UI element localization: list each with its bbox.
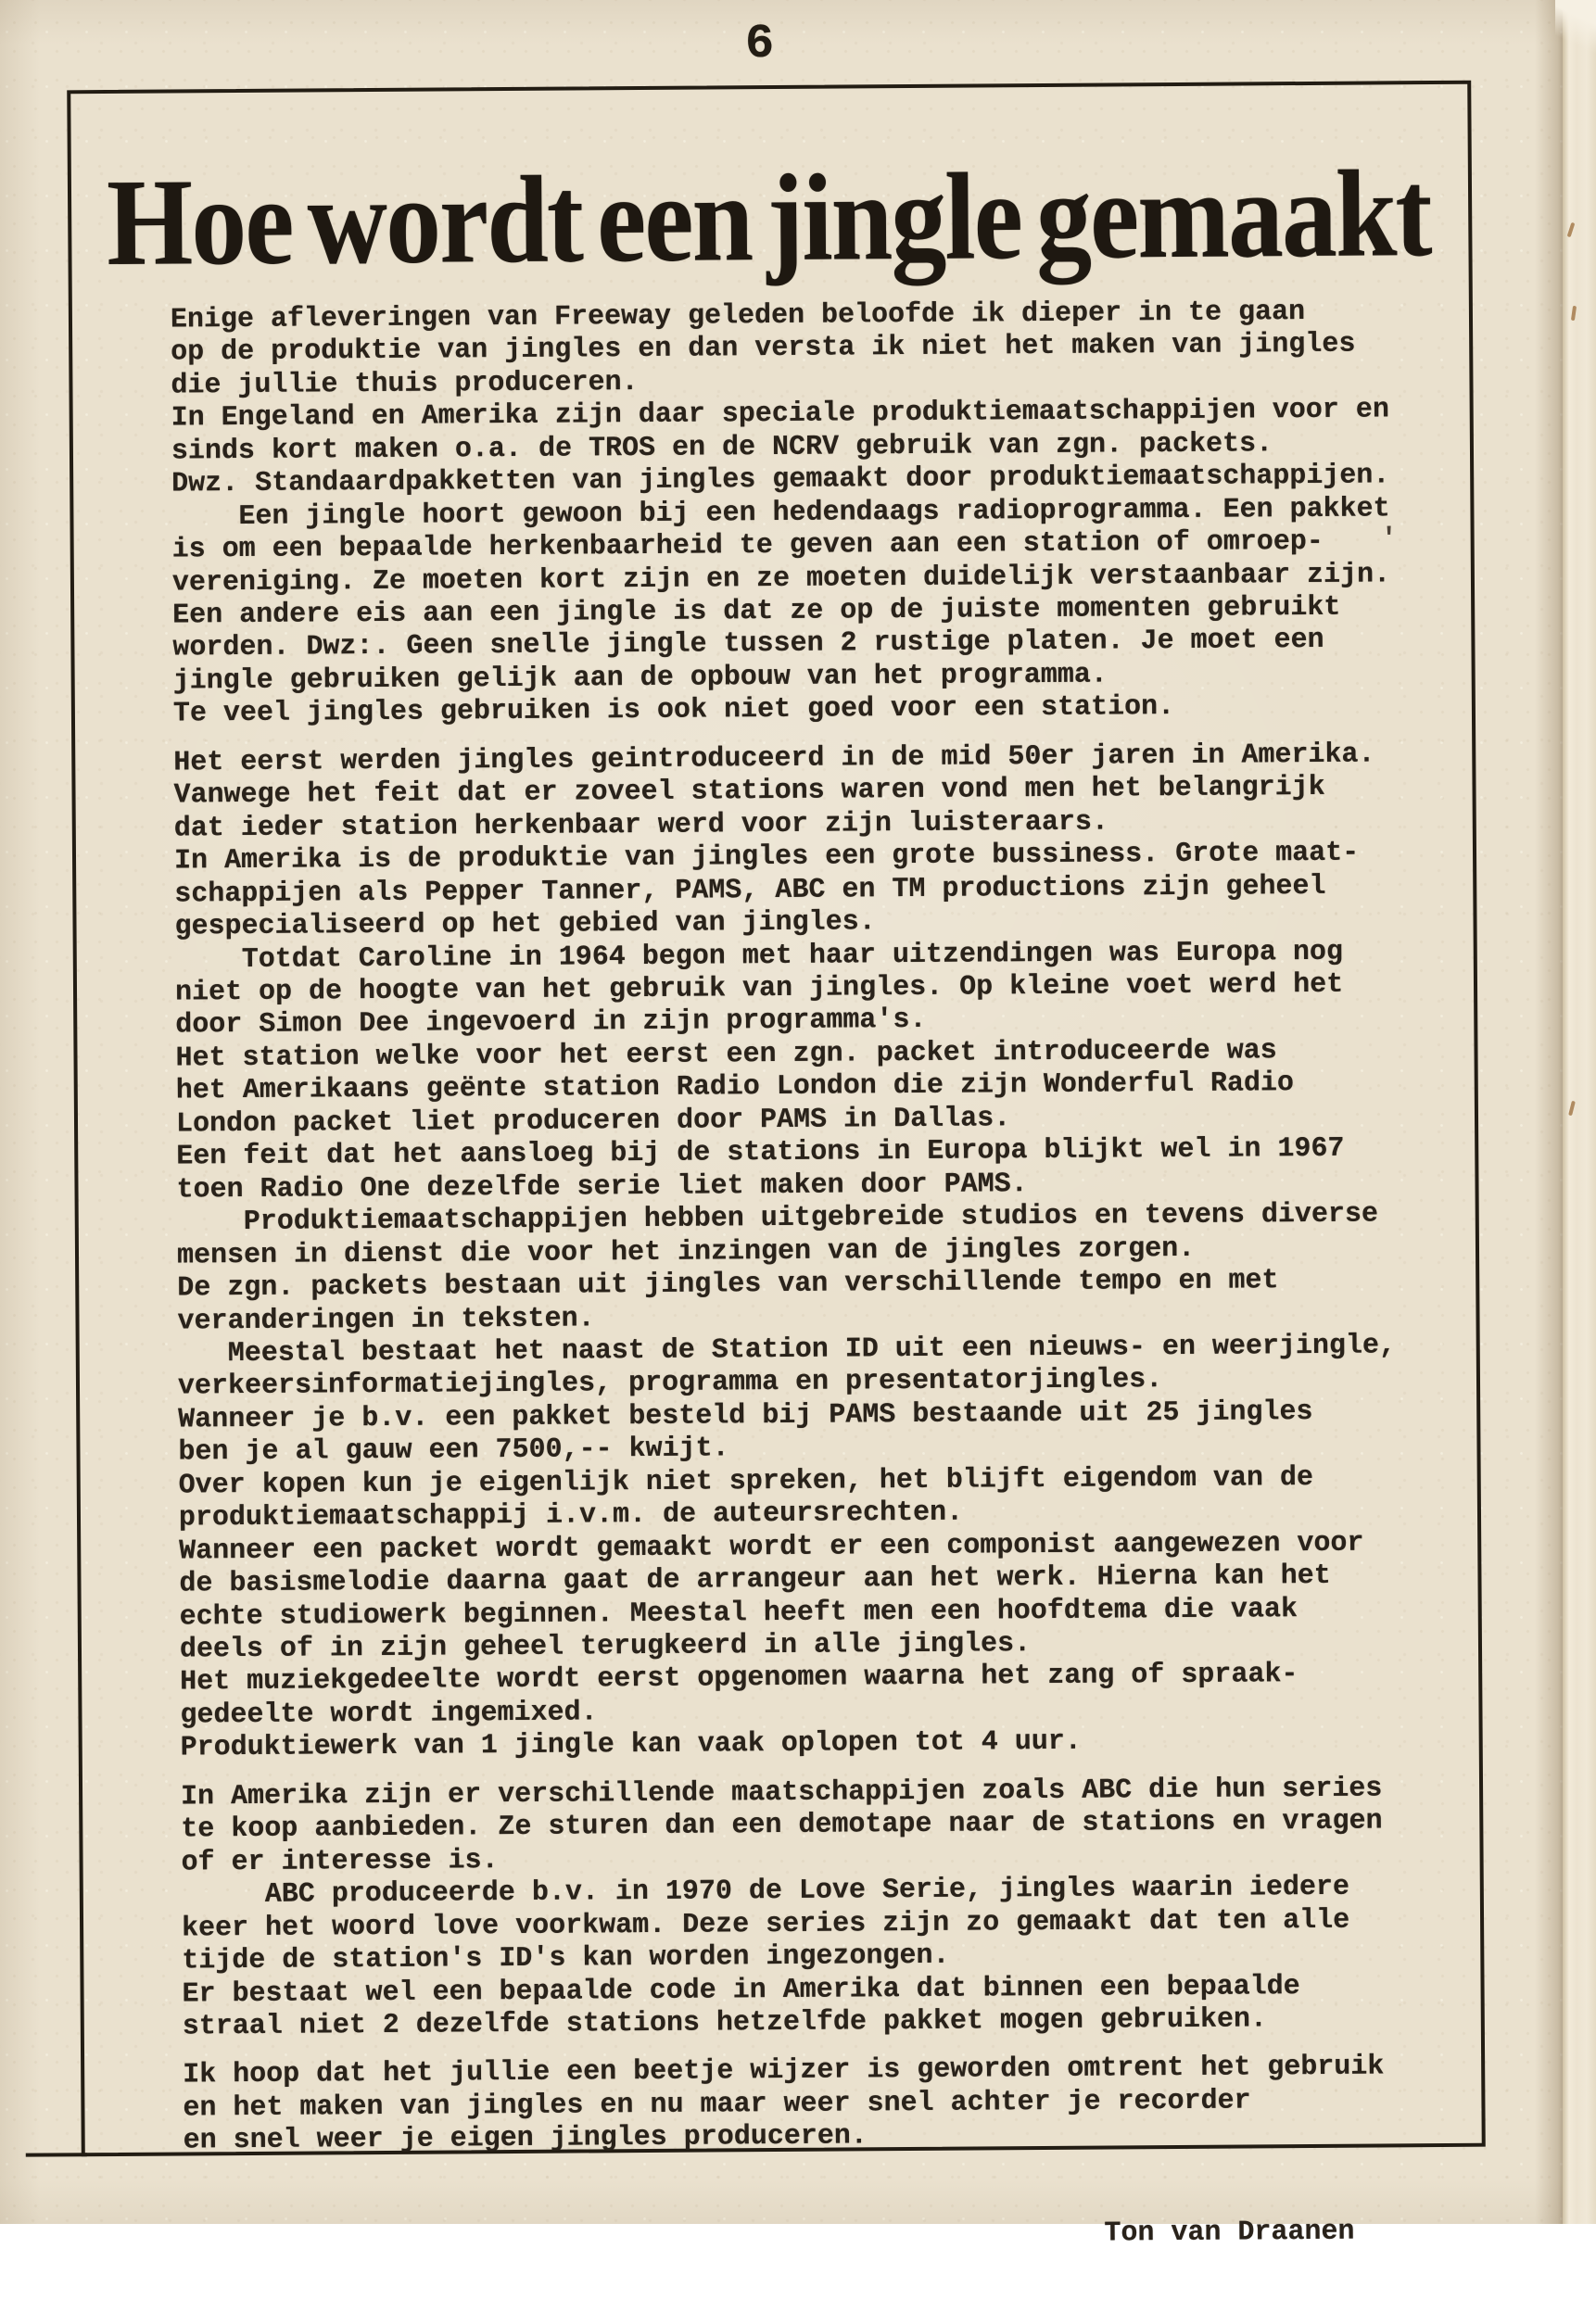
body-line: Een andere eis aan een jingle is dat ze op de juiste momenten gebruikt <box>172 591 1341 632</box>
body-line: mensen in dienst die voor het inzingen van de jingles zorgen. <box>176 1232 1196 1272</box>
body-line: London packet liet produceren door PAMS in Dallas. <box>175 1103 1011 1141</box>
body-line: Meestal bestaat het naast de Station ID uit een nieuws- en weerjingle, <box>177 1330 1397 1370</box>
page-fold-shadow <box>1535 0 1563 2224</box>
body-line: worden. Dwz:. Geen snelle jingle tussen 2 rustige platen. Je moet een <box>172 625 1324 664</box>
body-line: dat ieder station herkenbaar werd voor zijn luisteraars. <box>173 806 1109 845</box>
body-line: schappijen als Pepper Tanner, PAMS, ABC en TM productions zijn geheel <box>174 870 1326 911</box>
body-line: ABC produceerde b.v. in 1970 de Love Serie, jingles waarin iedere <box>181 1871 1350 1912</box>
torn-corner <box>1555 0 1596 69</box>
body-line: deels of in zijn geheel terugkeerd in alle jingles. <box>179 1628 1032 1666</box>
body-line: Over kopen kun je eigenlijk niet spreken, het blijft eigendom van de <box>178 1461 1314 1502</box>
border-overshoot-line <box>26 2153 87 2156</box>
author-signature: Ton van Draanen <box>1104 2216 1355 2250</box>
body-line: Een jingle hoort gewoon bij een hedendaags radioprogramma. Een pakket <box>171 492 1390 534</box>
paragraph <box>173 739 1399 1765</box>
body-line: Het muziekgedeelte wordt eerst opgenomen waarna het zang of spraak- <box>180 1659 1298 1699</box>
body-line: vereniging. Ze moeten kort zijn en ze moeten duidelijk verstaanbaar zijn. <box>171 558 1391 600</box>
body-line: De zgn. packets bestaan uit jingles van verschillende tempo en met <box>177 1265 1279 1305</box>
page-edge-strip <box>1563 0 1596 2224</box>
paragraphs-container <box>171 296 1401 2158</box>
body-line: op de produktie van jingles en dan versta ik niet het maken van jingles <box>171 328 1356 369</box>
body-line: Te veel jingles gebruiken is ook niet goed voor een station. <box>172 691 1175 730</box>
paragraph <box>181 1773 1400 2044</box>
body-line: In Amerika is de produktie van jingles een grote bussiness. Grote maat- <box>173 837 1360 878</box>
article-title: Hoe wordt een jingle gemaakt <box>106 144 1432 291</box>
body-line: toen Radio One dezelfde serie liet maken door PAMS. <box>176 1168 1028 1206</box>
article-border-frame <box>67 81 1486 2250</box>
paragraph <box>183 2052 1401 2159</box>
body-line: of er interesse is. <box>181 1844 499 1879</box>
body-line: straal niet 2 dezelfde stations hetzelfde pakket mogen gebruiken. <box>182 2003 1268 2043</box>
body-line: ben je al gauw een 7500,-- kwijt. <box>178 1433 729 1469</box>
article-body <box>170 230 1402 2322</box>
body-line: Een feit dat het aansloeg bij de stations in Europa blijkt wel in 1967 <box>176 1132 1345 1173</box>
body-line: is om een bepaalde herkenbaarheid te geven aan een station of omroep- <box>171 525 1324 566</box>
body-line: Ik hoop dat het jullie een beetje wijzer is geworden omtrent het gebruik <box>183 2051 1385 2091</box>
body-line: niet op de hoogte van het gebruik van jingles. Op kleine voet werd het <box>174 968 1344 1009</box>
body-line: jingle gebruiken gelijk aan de opbouw van het programma. <box>172 659 1108 698</box>
paragraph <box>171 296 1391 731</box>
body-line: Het eerst werden jingles geintroduceerd in de mid 50er jaren in Amerika. <box>173 739 1375 779</box>
body-line: Wanneer een packet wordt gemaakt wordt er een componist aangewezen voor <box>179 1527 1364 1568</box>
body-line: Het station welke voor het eerst een zgn. packet introduceerde was <box>175 1035 1277 1075</box>
body-line: Produktiewerk van 1 jingle kan vaak oplopen tot 4 uur. <box>180 1726 1082 1764</box>
body-line: Wanneer je b.v. een pakket besteld bij PAMS bestaande uit 25 jingles <box>178 1396 1313 1436</box>
body-line: Dwz. Standaardpakketten van jingles gemaakt door produktiemaatschappijen. <box>171 460 1390 500</box>
body-line: te koop aanbieden. Ze sturen dan een demotape naar de stations en vragen <box>181 1805 1383 1846</box>
body-line: gedeelte wordt ingemixed. <box>180 1697 598 1732</box>
body-line: Produktiemaatschappijen hebben uitgebreide studios en tevens diverse <box>176 1198 1379 1239</box>
body-line: keer het woord love voorkwam. Deze series zijn zo gemaakt dat ten alle <box>181 1904 1350 1945</box>
body-line: Er bestaat wel een bepaalde code in Amerika dat binnen een bepaalde <box>182 1970 1300 2011</box>
stray-ink-mark: ' <box>1380 524 1398 556</box>
body-line: echte studiowerk beginnen. Meestal heeft men een hoofdtema die vaak <box>179 1593 1298 1634</box>
body-line: verkeersinformatiejingles, programma en presentatorjingles. <box>177 1364 1163 1403</box>
body-line: en het maken van jingles en nu maar weer snel achter je recorder <box>183 2085 1251 2125</box>
body-line: tijde de station's ID's kan worden ingezongen. <box>182 1939 950 1977</box>
body-line: gespecialiseerd op het gebied van jingles. <box>174 906 876 943</box>
body-line: door Simon Dee ingevoerd in zijn programma's. <box>175 1004 927 1042</box>
body-line: produktiemaatschappij i.v.m. de auteursrechten. <box>178 1497 964 1535</box>
body-line: die jullie thuis produceren. <box>171 366 639 402</box>
body-line: het Amerikaans geënte station Radio London die zijn Wonderful Radio <box>175 1067 1295 1107</box>
body-line: sinds kort maken o.a. de TROS en de NCRV gebruik van zgn. packets. <box>171 427 1273 468</box>
body-line: de basismelodie daarna gaat de arrangeur aan het werk. Hierna kan het <box>179 1560 1331 1600</box>
body-line: Enige afleveringen van Freeway geleden beloofde ik dieper in te gaan <box>170 296 1306 336</box>
body-line: veranderingen in teksten. <box>177 1302 595 1338</box>
page-number: 6 <box>745 17 775 71</box>
body-line: In Engeland en Amerika zijn daar speciale produktiemaatschappijen voor en <box>171 394 1390 435</box>
body-line: en snel weer je eigen jingles produceren. <box>183 2120 868 2157</box>
body-line: Totdat Caroline in 1964 begon met haar uitzendingen was Europa nog <box>174 936 1344 977</box>
body-line: In Amerika zijn er verschillende maatschappijen zoals ABC die hun series <box>180 1773 1383 1813</box>
body-line: Vanwege het feit dat er zoveel stations waren vond men het belangrijk <box>173 772 1325 812</box>
